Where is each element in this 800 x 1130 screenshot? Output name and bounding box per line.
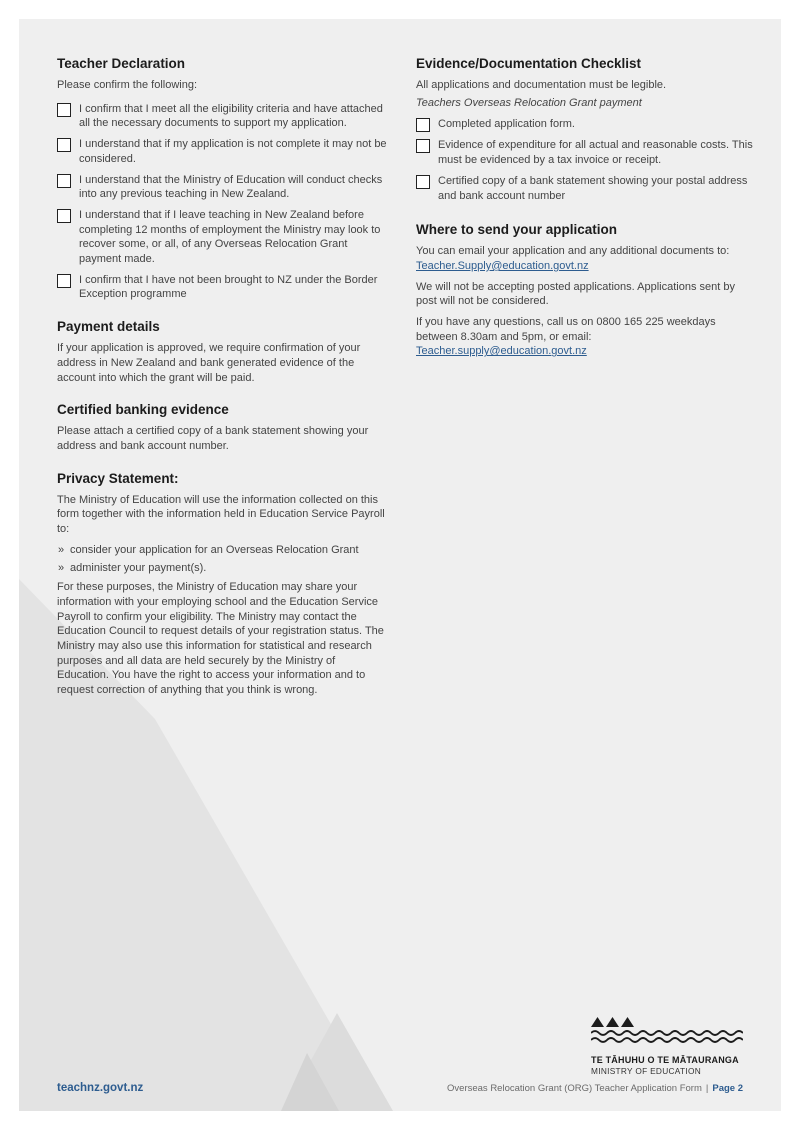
teacher-declaration-intro: Please confirm the following: <box>57 79 198 91</box>
privacy-bullet <box>57 561 389 576</box>
privacy-section <box>57 470 389 698</box>
teacher-declaration-title: Teacher Declaration <box>57 56 186 71</box>
checklist-intro: All applications and documentation must be legible. <box>416 79 667 91</box>
ministry-logo <box>591 1017 743 1076</box>
right-column <box>416 55 756 375</box>
checklist-item <box>416 138 756 167</box>
certified-banking-body: Please attach a certified copy of a bank statement showing your address and bank account number. <box>57 425 369 452</box>
send-p3-text: If you have any questions, call us on 0800 165 225 weekdays between 8.30am and 5pm, or email: <box>416 316 716 343</box>
send-paragraph-2: We will not be accepting posted applications. Applications sent by post will not be considered. <box>416 280 735 308</box>
send-paragraph-1 <box>416 244 756 273</box>
privacy-bullet-text: consider your application for an Overseas Relocation Grant <box>70 543 359 556</box>
declaration-label-2: I understand that if my application is not complete it may not be considered. <box>79 138 387 165</box>
declaration-item <box>57 102 389 131</box>
checklist-item <box>416 117 756 132</box>
logo-mark-icon <box>591 1017 743 1047</box>
declaration-item <box>57 173 389 202</box>
payment-details-title: Payment details <box>57 319 160 335</box>
checklist-checkbox-2[interactable] <box>416 139 430 153</box>
declaration-item <box>57 208 389 267</box>
checklist-label-3: Certified copy of a bank statement showing your postal address and bank account number <box>438 174 748 202</box>
page-number: Page 2 <box>712 1083 743 1094</box>
checklist-section <box>416 55 756 203</box>
footer-info <box>447 1083 743 1094</box>
declaration-checkbox-2[interactable] <box>57 138 71 152</box>
checklist-label-2: Evidence of expenditure for all actual and reasonable costs. This must be evidenced by a tax invoice or receipt. <box>438 139 753 167</box>
checklist-subtitle: Teachers Overseas Relocation Grant payment <box>416 96 642 109</box>
payment-details-section <box>57 318 389 385</box>
footer-form-title: Overseas Relocation Grant (ORG) Teacher Application Form <box>447 1083 702 1094</box>
declaration-item <box>57 137 389 166</box>
send-section <box>416 221 756 359</box>
checklist-label-1: Completed application form. <box>438 118 575 131</box>
declaration-label-3: I understand that the Ministry of Education will conduct checks into any previous teaching in New Zealand. <box>79 173 383 201</box>
declaration-checkbox-5[interactable] <box>57 274 71 288</box>
declaration-label-1: I confirm that I meet all the eligibility criteria and have attached all the necessary documents to support my application. <box>79 102 383 130</box>
certified-banking-section <box>57 401 389 453</box>
email-link-2[interactable]: Teacher.supply@education.govt.nz <box>416 345 587 358</box>
left-column <box>57 55 389 714</box>
privacy-intro: The Ministry of Education will use the information collected on this form together with the information held in Education Service Payroll to: <box>57 493 385 536</box>
checklist-checkbox-3[interactable] <box>416 175 430 189</box>
declaration-label-4: I understand that if I leave teaching in New Zealand before completing 12 months of employment the Ministry may look to recover some, or all, of any Overseas Relocation Grant payment made. <box>79 208 381 266</box>
privacy-bullet <box>57 543 389 558</box>
declaration-label-5: I confirm that I have not been brought to NZ under the Border Exception programme <box>79 273 378 301</box>
logo-text-maori: TE TĀHUHU O TE MĀTAURANGA <box>591 1055 739 1065</box>
checklist-item <box>416 174 756 203</box>
footer-website-link[interactable]: teachnz.govt.nz <box>57 1082 144 1094</box>
send-p1-text: You can email your application and any additional documents to: <box>416 245 730 258</box>
send-title: Where to send your application <box>416 222 618 238</box>
footer-separator: | <box>705 1083 709 1094</box>
logo-text-english: MINISTRY OF EDUCATION <box>591 1066 702 1076</box>
declaration-checkbox-1[interactable] <box>57 103 71 117</box>
bullet-marker: » <box>58 562 65 575</box>
checklist-title: Evidence/Documentation Checklist <box>416 56 642 71</box>
payment-details-body: If your application is approved, we require confirmation of your address in New Zealand and bank generated evidence of the account into which the grant will be paid. <box>57 342 361 384</box>
checklist-checkbox-1[interactable] <box>416 118 430 132</box>
declaration-checkbox-4[interactable] <box>57 209 71 223</box>
email-link-1[interactable]: Teacher.Supply@education.govt.nz <box>416 259 589 272</box>
teacher-declaration-section <box>57 55 389 302</box>
bullet-marker: » <box>58 543 65 556</box>
privacy-bullet-text: administer your payment(s). <box>70 562 207 575</box>
declaration-item <box>57 273 389 302</box>
privacy-title: Privacy Statement: <box>57 470 179 486</box>
declaration-checkbox-3[interactable] <box>57 174 71 188</box>
privacy-body: For these purposes, the Ministry of Education may share your information with your employing school and the Education Service Payroll to confirm your eligibility. The Ministry may contact the Education Council to request details of your registration status. The Ministry may also use this information for statistical and research purposes and all data are held securely by the Ministry of Education. You have the right to access your information and to request correction of anything that you think is wrong. <box>57 581 384 697</box>
page <box>19 19 781 1111</box>
send-paragraph-3 <box>416 315 756 359</box>
certified-banking-title: Certified banking evidence <box>57 402 229 418</box>
